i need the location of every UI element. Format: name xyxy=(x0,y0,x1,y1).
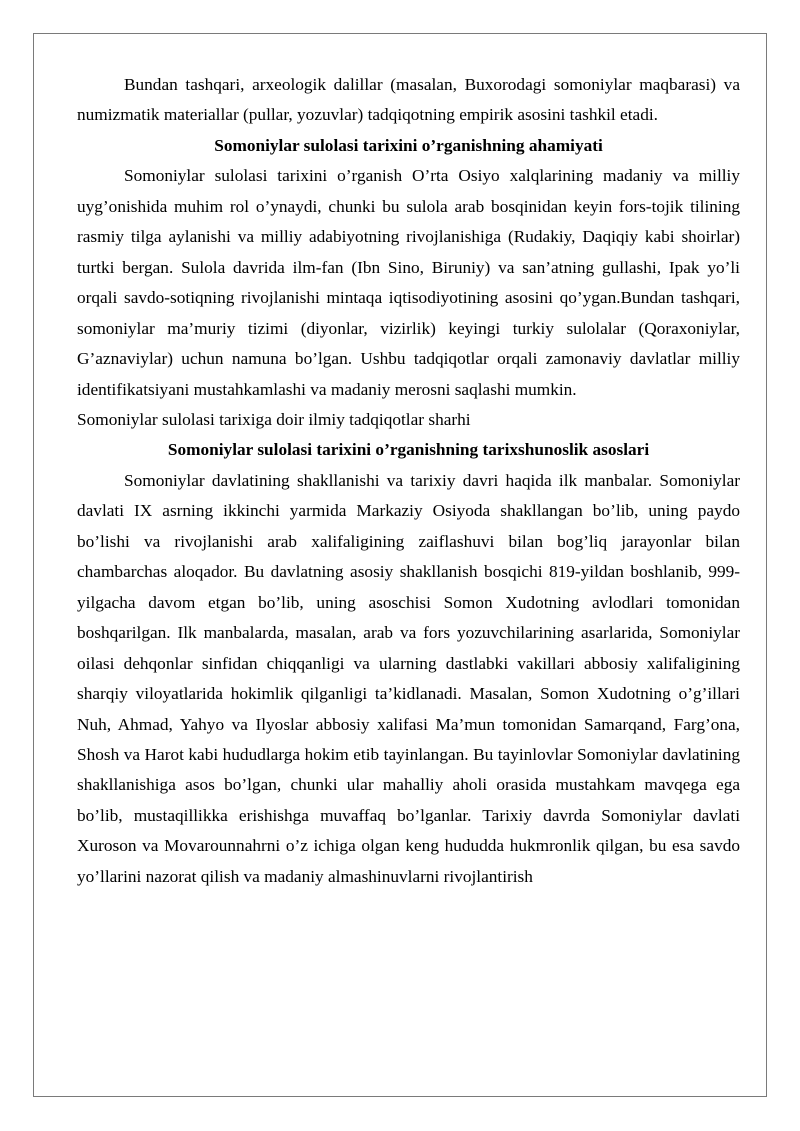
document-body xyxy=(77,70,740,892)
section-heading: Somoniylar sulolasi tarixini o’rganishning tarixshunoslik asoslari xyxy=(167,440,650,460)
section-heading: Somoniylar sulolasi tarixini o’rganishning ahamiyati xyxy=(214,135,603,155)
body-paragraph: Somoniylar davlatining shakllanishi va tarixiy davri haqida ilk manbalar. Somoniylar davlati IX asrning ikkinchi yarmida Markaziy Osiyoda shakllangan bo’lib, uning paydo bo’lishi va rivojlanishi arab xalifaligining zaiflashuvi bilan bog’liq jarayonlar bilan chambarchas aloqador. Bu davlatning asosiy shakllanish bosqichi 819-yildan boshlanib, 999-yilgacha davom etgan bo’lib, uning asoschisi Somon Xudotning avlodlari tomonidan boshqarilgan. Ilk manbalarda, masalan, arab va fors yozuvchilarining asarlarida, Somoniylar oilasi dehqonlar sinfidan chiqqanligi va ularning dastlabki vakillari abbosiy xalifaligining sharqiy viloyatlarida hokimlik qilganligi ta’kidlanadi. Masalan, Somon Xudotning o’g’illari Nuh, Ahmad, Yahyo va Ilyoslar abbosiy xalifasi Ma’mun tomonidan Samarqand, Farg’ona, Shosh va Harot kabi hududlarga hokim etib tayinlangan. Bu tayinlovlar Somoniylar davlatining shakllanishiga asos bo’lgan, chunki ular mahalliy aholi orasida mustahkam mavqega ega bo’lib, mustaqillikka erishishga muvaffaq bo’lganlar. Tarixiy davrda Somoniylar davlati Xuroson va Movarounnahrni o’z ichiga olgan keng hududda hukmronlik qilgan, bu esa savdo yo’llarini nazorat qilish va madaniy almashinuvlarni rivojlantirish xyxy=(77,470,740,886)
subtitle-line: Somoniylar sulolasi tarixiga doir ilmiy tadqiqotlar sharhi xyxy=(77,409,471,429)
body-paragraph: Somoniylar sulolasi tarixini o’rganish O’rta Osiyo xalqlarining madaniy va milliy uyg’onishida muhim rol o’ynaydi, chunki bu sulola arab bosqinidan keyin fors-tojik tilining rasmiy tilga aylanishi va milliy adabiyotning rivojlanishiga (Rudakiy, Daqiqiy kabi shoirlar) turtki bergan. Sulola davrida ilm-fan (Ibn Sino, Biruniy) va san’atning gullashi, Ipak yo’li orqali savdo-sotiqning rivojlanishi mintaqa iqtisodiyotining asosini qo’ygan.Bundan tashqari, somoniylar ma’muriy tizimi (diyonlar, vizirlik) keyingi turkiy sulolalar (Qoraxoniylar, G’aznaviylar) uchun namuna bo’lgan. Ushbu tadqiqotlar orqali zamonaviy davlatlar milliy identifikatsiyani mustahkamlashi va madaniy merosni saqlashi mumkin. xyxy=(77,166,740,399)
body-paragraph: Bundan tashqari, arxeologik dalillar (masalan, Buxorodagi somoniylar maqbarasi) va numizmatik materiallar (pullar, yozuvlar) tadqiqotning empirik asosini tashkil etadi. xyxy=(77,75,740,125)
